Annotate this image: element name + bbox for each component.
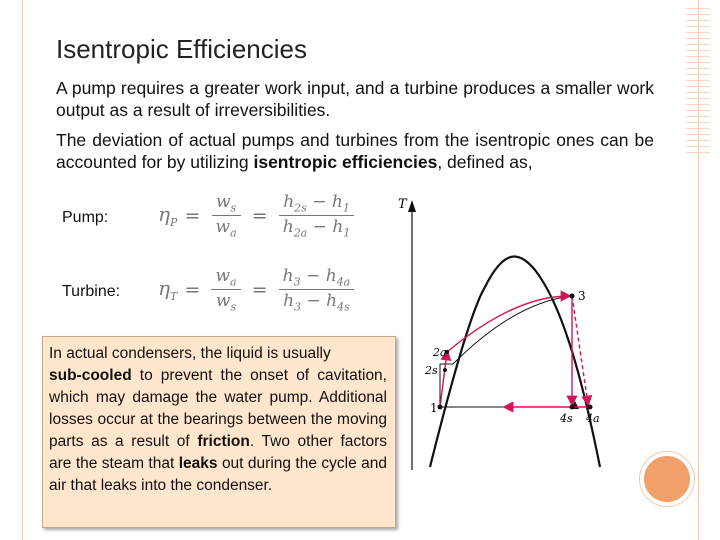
paragraph-text-end: , defined as, — [437, 152, 533, 172]
state-point-3 — [570, 294, 575, 299]
state-label-4s: 4s — [560, 412, 573, 425]
pump-work-ratio: $\frac{w_s}{w_a}$ — [212, 192, 241, 240]
state-label-1: 1 — [430, 401, 438, 415]
state-point-4a — [588, 405, 593, 410]
boiler-process — [447, 296, 569, 352]
note-text: to prevent the onset of cavitation, which may damage the water pump. Additional losses occur at the bearings between the moving parts as a result of — [49, 367, 387, 450]
turbine-eta: $\eta_T$ — [158, 276, 178, 304]
note-text: out during the cycle and air that leaks into the condenser. — [49, 455, 387, 494]
note-lead: In actual condensers, the liquid is usually — [49, 345, 331, 362]
t-axis-label: T — [398, 197, 407, 212]
actual-pump-process — [440, 352, 447, 407]
condenser-note-box — [42, 336, 396, 528]
equals-sign: = — [251, 204, 268, 227]
ts-diagram — [395, 192, 675, 492]
slide-title: Isentropic Efficiencies — [56, 34, 307, 64]
paragraph-bold-term: isentropic efficiencies — [253, 152, 438, 172]
pump-enthalpy-ratio: $\frac{h_{2s} - h_1}{h_{2a} - h_1}$ — [279, 192, 355, 240]
equals-sign: = — [184, 204, 201, 227]
turbine-label: Turbine: — [62, 283, 121, 300]
note-bold-leaks: leaks — [178, 455, 218, 472]
note-text: . Two other factors are the steam that — [49, 433, 388, 472]
state-point-4s — [570, 405, 575, 410]
equals-sign: = — [251, 278, 268, 301]
turbine-efficiency-formula — [158, 266, 358, 314]
state-point-2s — [443, 368, 447, 372]
state-point-1 — [438, 405, 443, 410]
state-label-2s: 2s — [425, 364, 438, 377]
paragraph-irreversibilities: A pump requires a greater work input, and a turbine produces a smaller work output as a result of irreversibilities. — [56, 78, 654, 120]
paragraph-text: The deviation of actual pumps and turbines from the isentropic ones can be accounted for by utilizing — [56, 130, 654, 172]
turbine-enthalpy-ratio: $\frac{h_3 - h_{4a}}{h_3 - h_{4s}}$ — [279, 266, 355, 314]
pump-label: Pump: — [62, 209, 109, 226]
left-frame-line — [22, 0, 23, 540]
note-bold-subcooled: sub-cooled — [49, 367, 132, 384]
frame-decoration — [686, 8, 710, 158]
pump-efficiency-formula — [158, 192, 358, 240]
equals-sign: = — [184, 278, 201, 301]
state-label-3: 3 — [578, 289, 586, 303]
actual-turbine-process — [572, 296, 588, 404]
note-bold-friction: friction — [197, 433, 250, 450]
state-label-4a: 4a — [586, 412, 600, 425]
state-label-2a: 2a — [433, 346, 447, 359]
paragraph-deviation — [56, 129, 654, 173]
boiler-line — [453, 296, 572, 364]
page-number-circle — [640, 452, 694, 506]
t-axis-arrow — [408, 200, 416, 212]
pump-eta: $\eta_P$ — [158, 202, 178, 230]
turbine-work-ratio: $\frac{w_a}{w_s}$ — [211, 266, 240, 314]
